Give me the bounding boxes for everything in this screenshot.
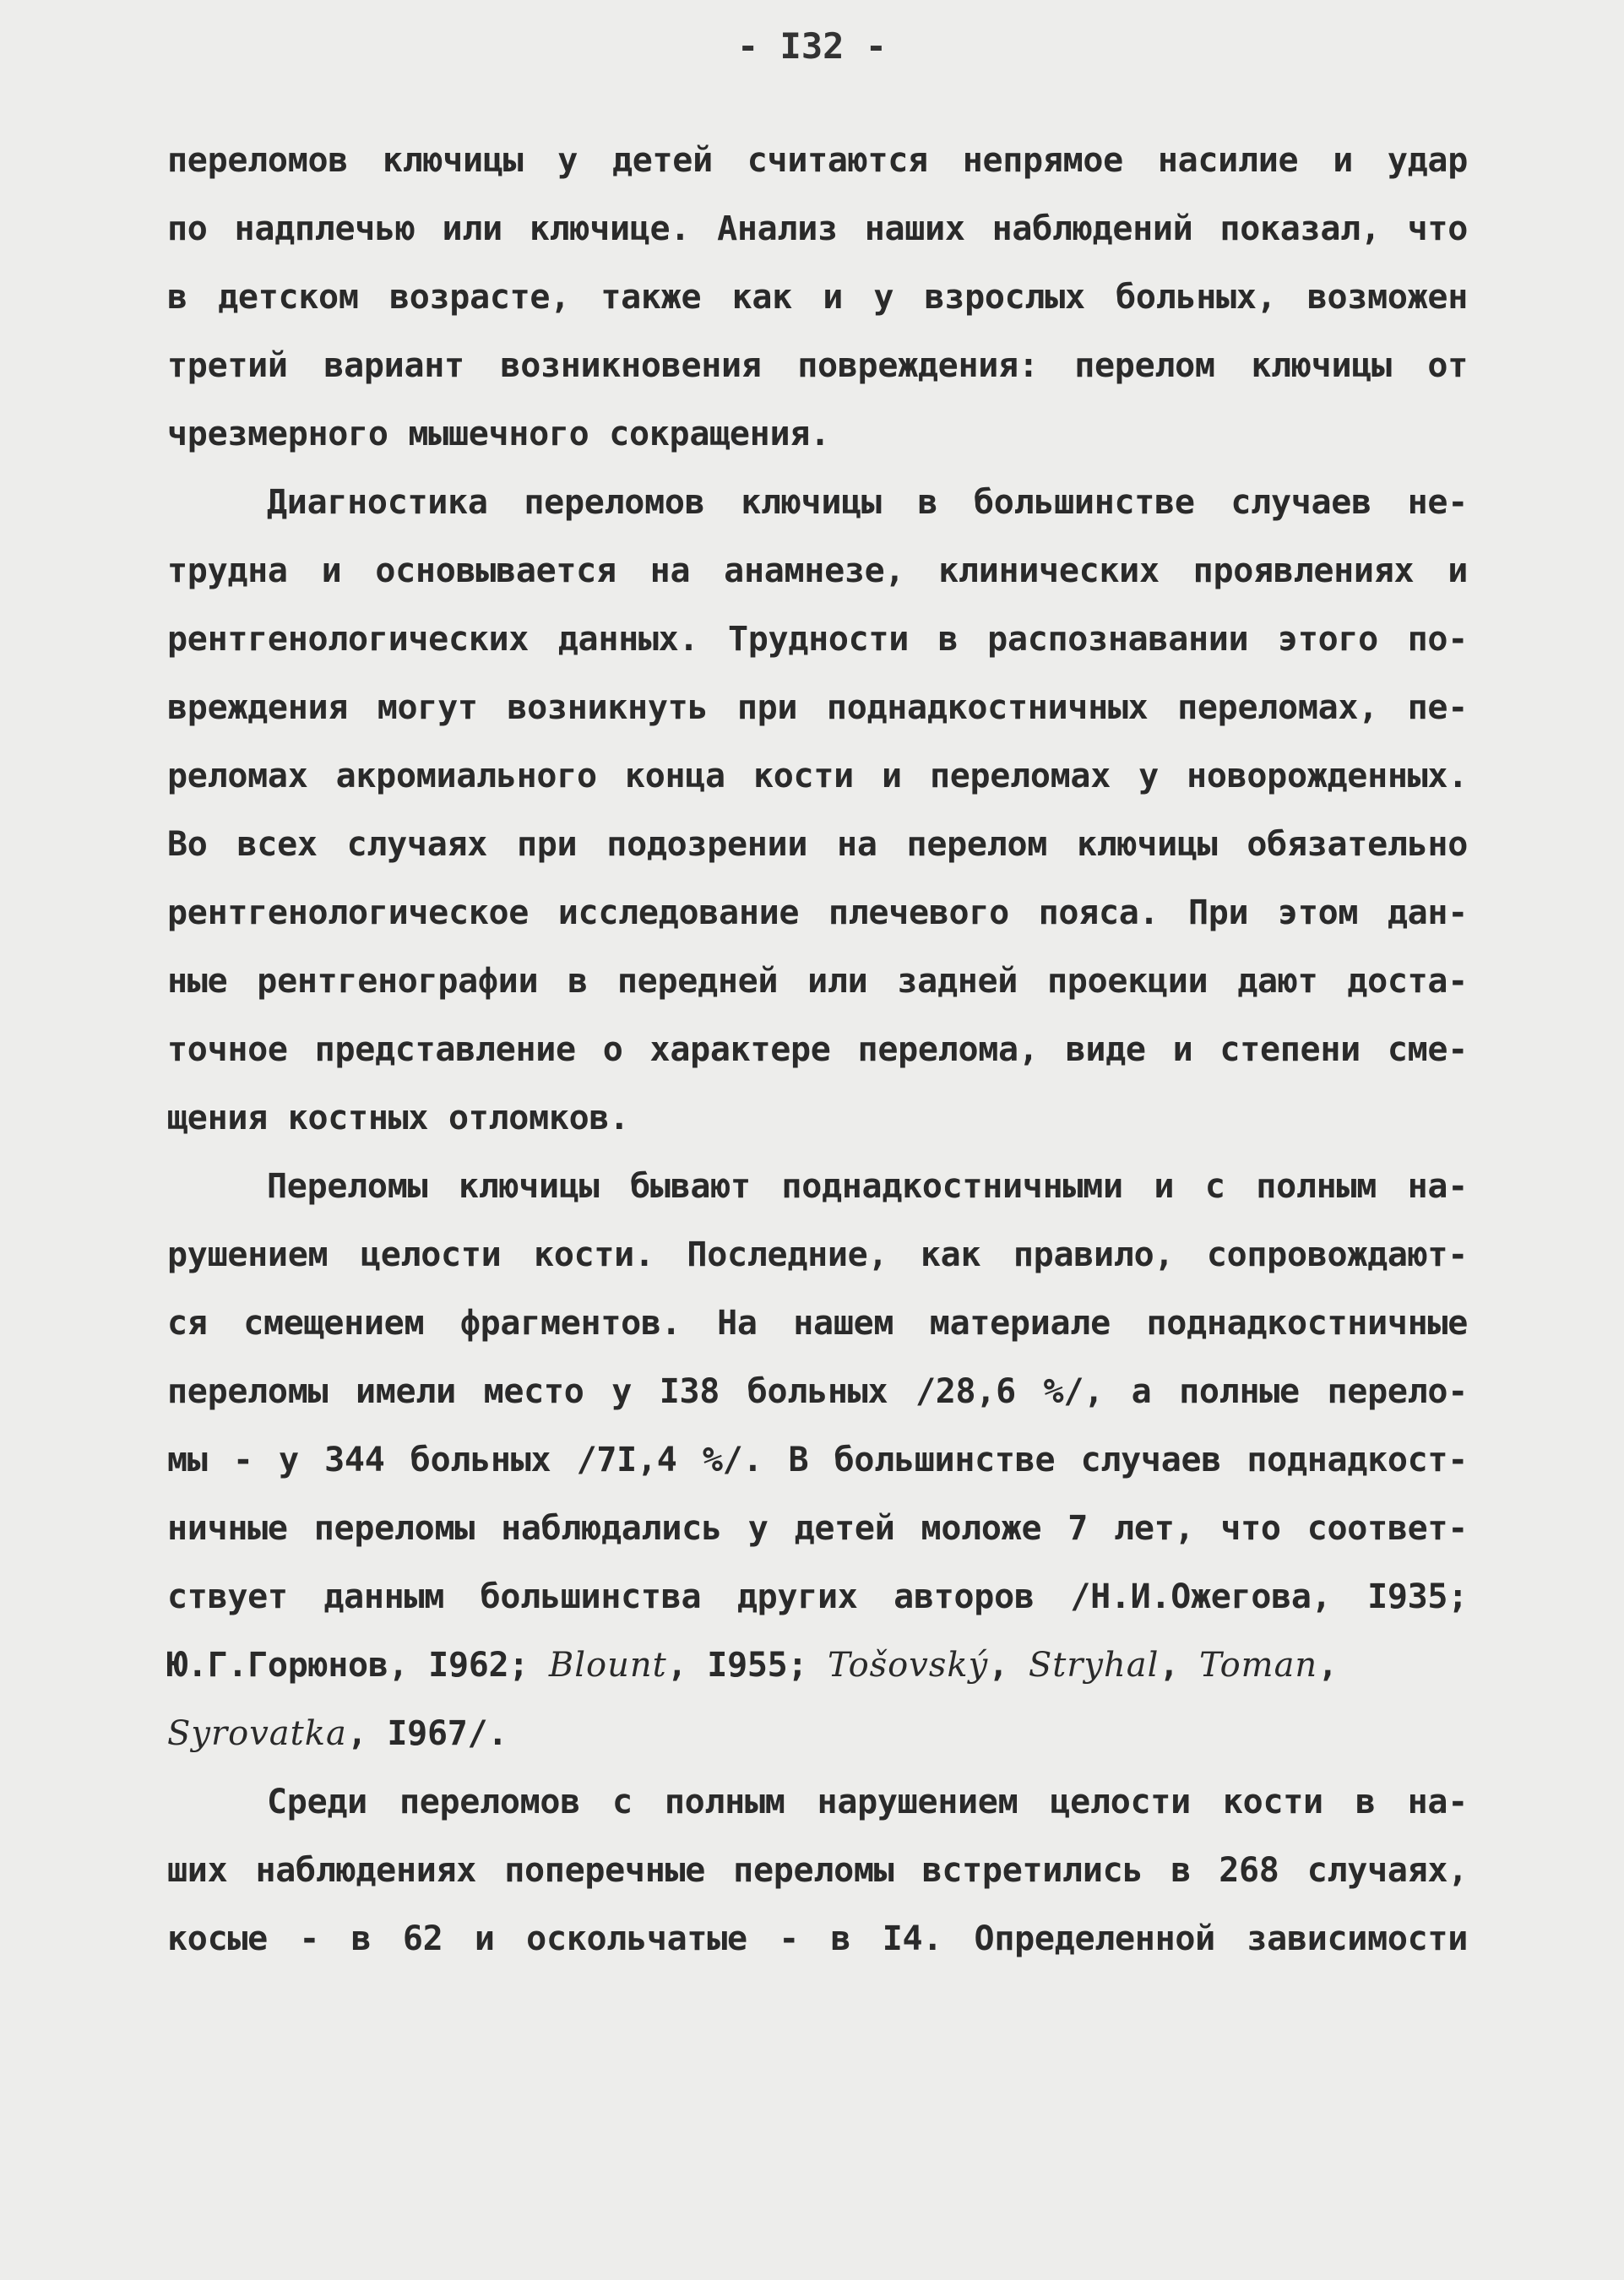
text-line: вреждения могут возникнуть при поднадкостничных переломах, пе- [167, 688, 1468, 727]
text-line: ствует данным большинства других авторов /Н.И.Ожегова, I935; [167, 1577, 1468, 1616]
text-line: переломы имели место у I38 больных /28,6 %/, а полные перело- [167, 1372, 1468, 1411]
text-line: Среди переломов с полным нарушением целости кости в на- [267, 1783, 1468, 1821]
text-line: третий вариант возникновения повреждения: перелом ключицы от [167, 346, 1468, 385]
text-line: ся смещением фрагментов. На нашем материале поднадкостничные [167, 1304, 1468, 1343]
body-text [167, 127, 1468, 1973]
text-line: реломах акромиального конца кости и переломах у новорожденных. [167, 757, 1468, 795]
text-line: трудна и основывается на анамнезе, клинических проявлениях и [167, 551, 1468, 590]
citation-line [167, 1700, 1468, 1768]
text-line: переломов ключицы у детей считаются непрямое насилие и удар [167, 141, 1468, 180]
handwritten-author: Syrovatka [167, 1714, 347, 1753]
text-line: ничные переломы наблюдались у детей моложе 7 лет, что соответ- [167, 1509, 1468, 1548]
text-line: косые - в 62 и оскольчатые - в I4. Определенной зависимости [167, 1919, 1468, 1958]
handwritten-author: Blount [548, 1646, 667, 1685]
page-number: - I32 - [736, 25, 887, 67]
text-line: чрезмерного мышечного сокращения. [167, 415, 830, 453]
text-line: точное представление о характере перелома, виде и степени сме- [167, 1030, 1468, 1069]
handwritten-author: Toman [1199, 1646, 1318, 1685]
text-line: рентгенологическое исследование плечевого пояса. При этом дан- [167, 893, 1468, 932]
citation-text: , I967/. [346, 1714, 508, 1753]
text-line: в детском возрасте, также как и у взрослых больных, возможен [167, 278, 1468, 317]
text-line: Диагностика переломов ключицы в большинстве случаев не- [267, 483, 1468, 522]
citation-text: , [988, 1646, 1029, 1685]
citation-text: , [1317, 1646, 1338, 1685]
text-line: ших наблюдениях поперечные переломы встретились в 268 случаях, [167, 1851, 1468, 1890]
text-line: Во всех случаях при подозрении на перелом ключицы обязательно [167, 825, 1468, 864]
text-line: рентгенологических данных. Трудности в распознавании этого по- [167, 620, 1468, 659]
citation-line [167, 1631, 1468, 1700]
text-line: ные рентгенографии в передней или задней проекции дают доста- [167, 962, 1468, 1001]
text-line: по надплечью или ключице. Анализ наших наблюдений показал, что [167, 209, 1468, 248]
citation-text: , I955; [666, 1646, 828, 1685]
text-line: щения костных отломков. [167, 1099, 629, 1137]
handwritten-author: Tošovský [828, 1646, 989, 1685]
handwritten-author: Stryhal [1028, 1646, 1160, 1685]
citation-text: Ю.Г.Горюнов, I962; [167, 1646, 549, 1685]
text-line: рушением целости кости. Последние, как правило, сопровождают- [167, 1235, 1468, 1274]
text-line: Переломы ключицы бывают поднадкостничными и с полным на- [267, 1167, 1468, 1206]
citation-text: , [1159, 1646, 1199, 1685]
text-line: мы - у 344 больных /7I,4 %/. В большинстве случаев поднадкост- [167, 1441, 1468, 1479]
